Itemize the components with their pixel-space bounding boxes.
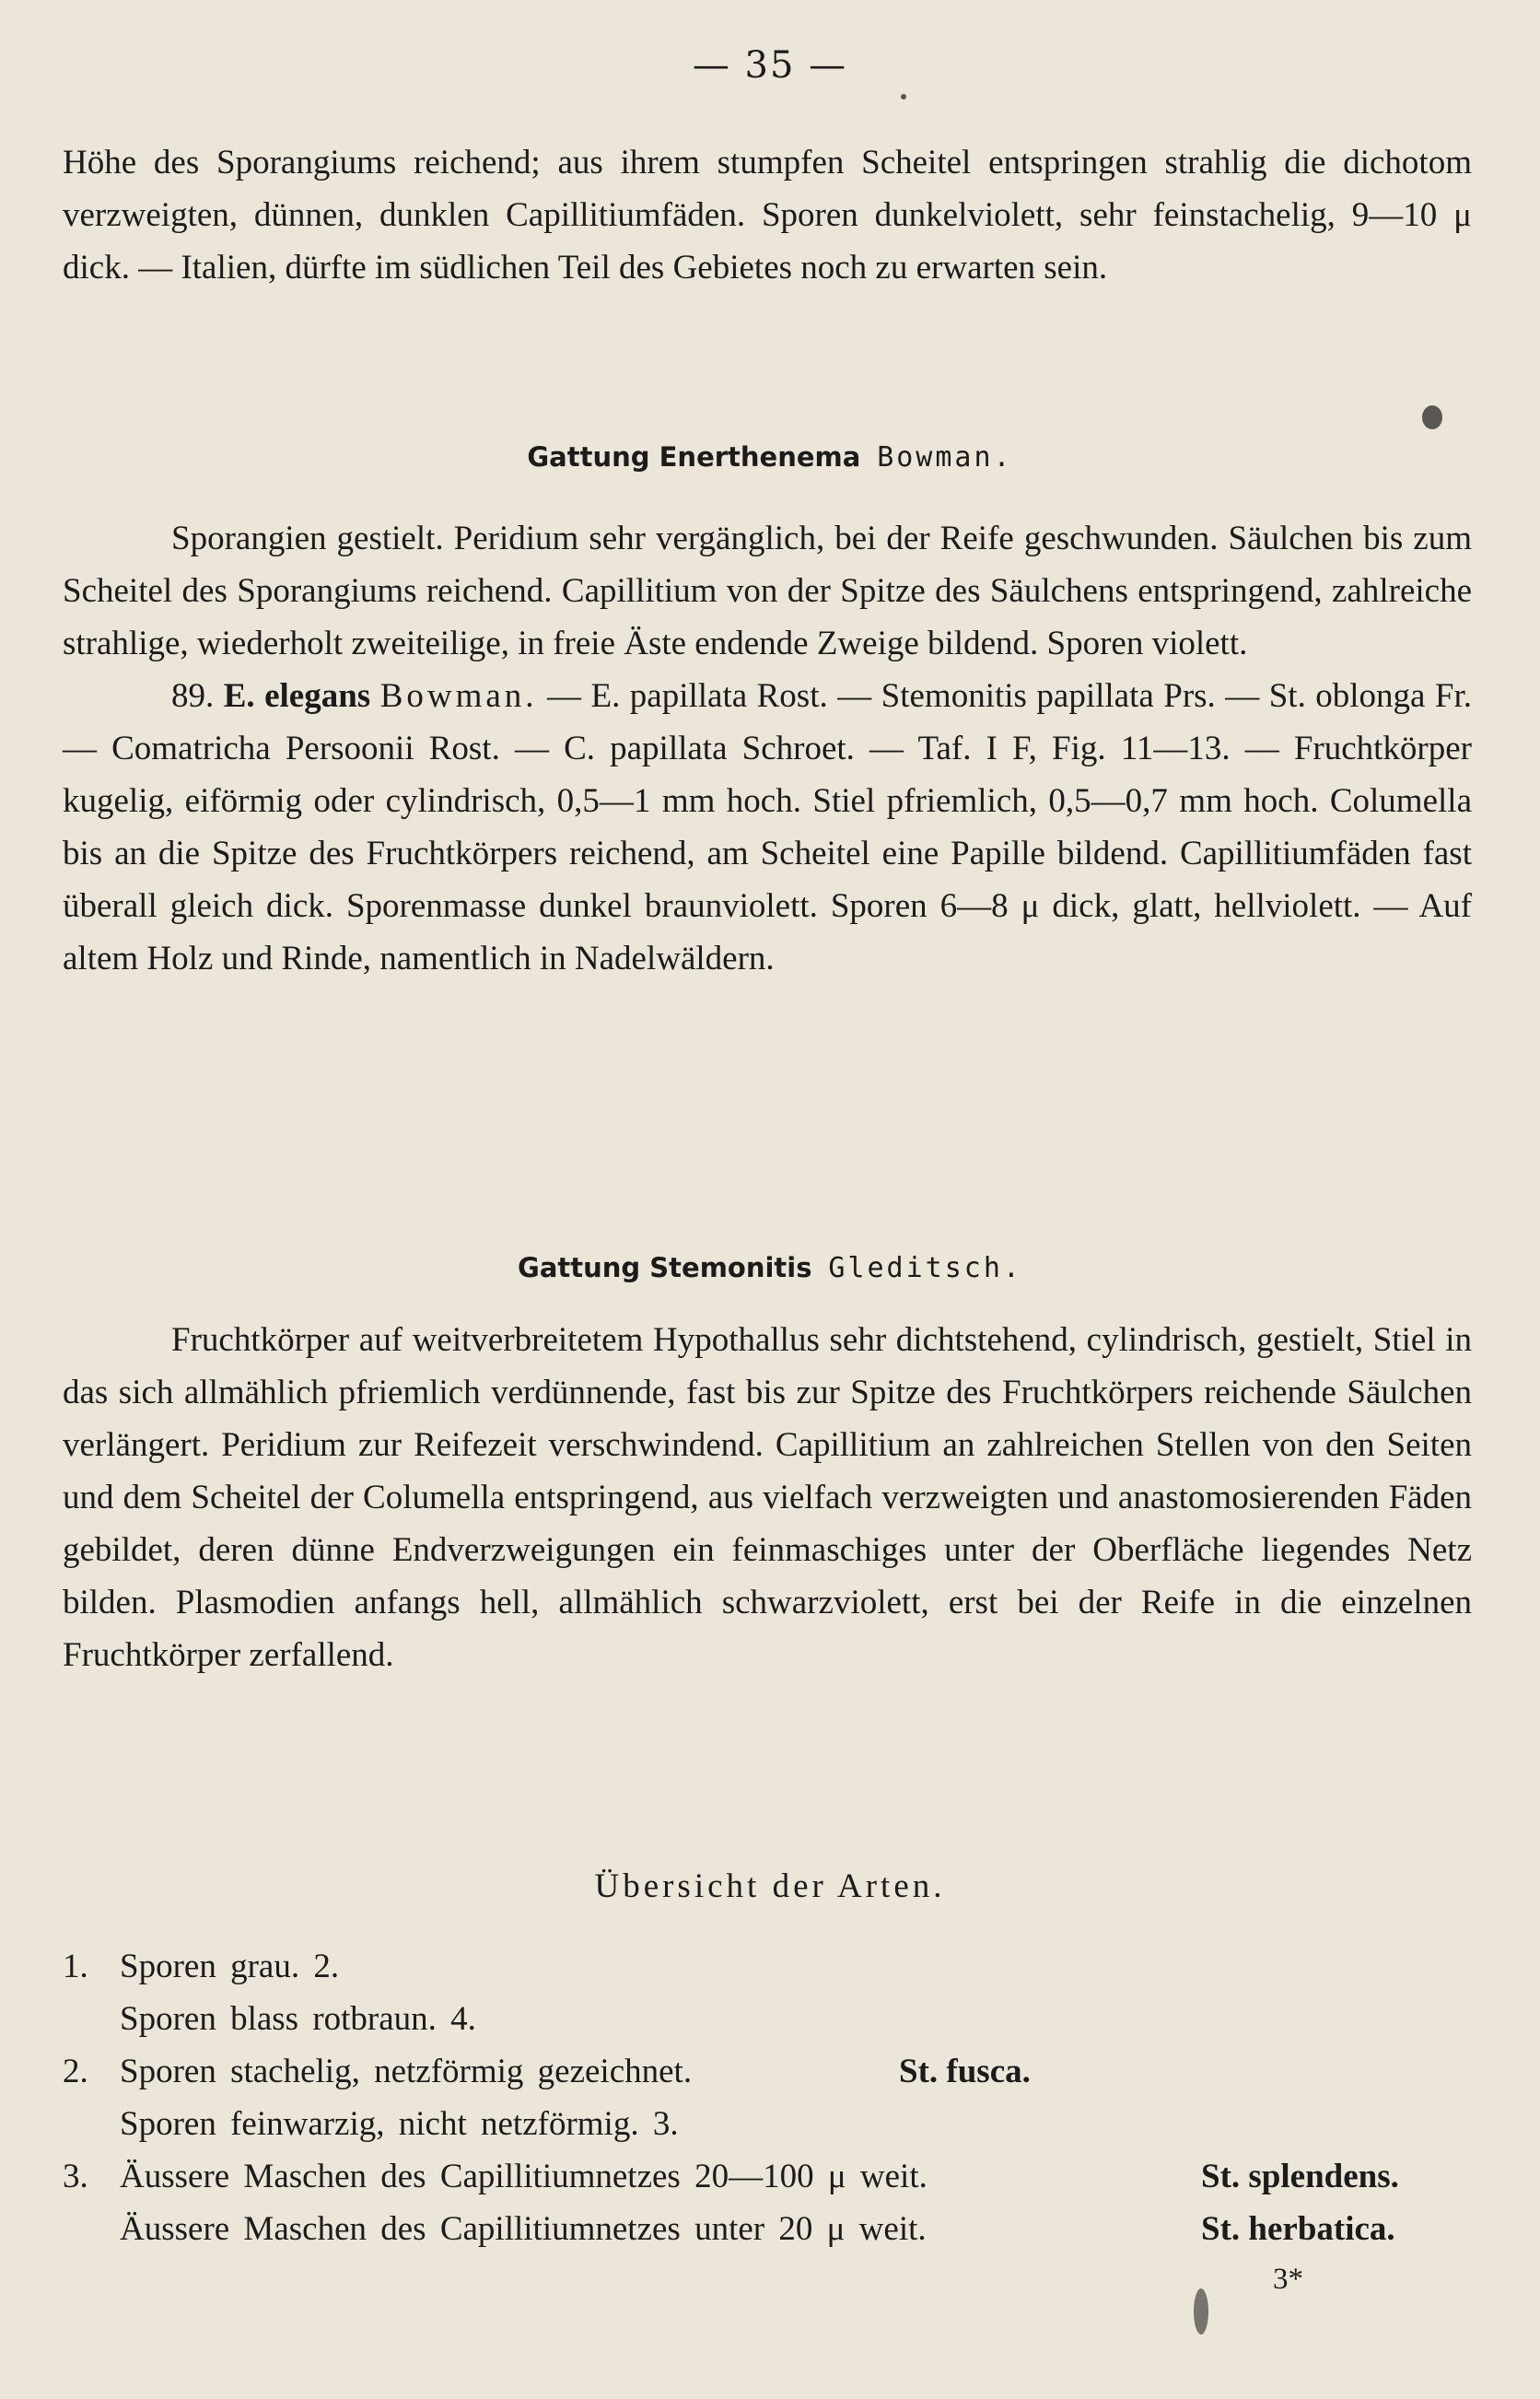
key-row xyxy=(63,2150,1481,2203)
species-name: E. elegans xyxy=(223,677,371,715)
genus-name: Gattung Enerthenema xyxy=(527,441,861,473)
key-number: 2. xyxy=(63,2053,88,2090)
key-number: 1. xyxy=(63,1948,88,1985)
key-result-species: St. herbatica. xyxy=(1201,2210,1395,2248)
signature-mark: 3* xyxy=(1273,2263,1303,2296)
intro-paragraph: Höhe des Sporangiums reichend; aus ihrem stumpfen Scheitel entspringen strahlig die dichotom verzweigten, dünnen, dunklen Capillitiumfäden. Sporen dunkelviolett, sehr feinstachelig, 9—10 μ dick. — Italien, dürfte im südlichen Teil des Gebietes noch zu erwarten sein. xyxy=(63,144,1472,287)
genus-description: Sporangien gestielt. Peridium sehr vergänglich, bei der Reife geschwunden. Säulchen bis zum Scheitel des Sporangiums reichend. Capillitium von der Spitze des Säulchens entspringend, zahlreiche strahlige, wiederholt zweiteilige, in freie Äste endende Zweige bildend. Sporen violett. xyxy=(63,520,1472,662)
species-description: — E. papillata Rost. — Stemonitis papillata Prs. — St. oblonga Fr. — Comatricha Persoonii Rost. — C. papillata Schroet. — Taf. I F, Fig. 11—13. — Fruchtkörper kugelig, eiförmig oder cylindrisch, 0,5—1 mm hoch. Stiel pfriemlich, 0,5—0,7 mm hoch. Columella bis an die Spitze des Fruchtkörpers reichend, am Scheitel eine Papille bildend. Capillitiumfäden fast überall gleich dick. Sporenmasse dunkel braunviolett. Sporen 6—8 μ dick, glatt, hellviolett. — Auf altem Holz und Rinde, namentlich in Nadelwäldern. xyxy=(63,677,1473,977)
genus-description: Fruchtkörper auf weitverbreitetem Hypothallus sehr dichtstehend, cylindrisch, gestielt, Stiel in das sich allmählich pfriemlich verdünnende, fast bis zur Spitze des Fruchtkörpers reichende Säulchen verlängert. Peridium zur Reifezeit verschwindend. Capillitium an zahlreichen Stellen von den Seiten und dem Scheitel der Columella entspringend, aus vielfach verzweigten und anastomosierenden Fäden gebildet, deren dünne Endverzweigungen ein feinmaschiges unter der Oberfläche liegendes Netz bilden. Plasmodien anfangs hell, allmählich schwarzviolett, erst bei der Reife in die einzelnen Fruchtkörper zerfallend. xyxy=(63,1321,1472,1674)
ink-speck xyxy=(1194,2288,1208,2335)
key-result-species: St. splendens. xyxy=(1201,2158,1399,2195)
page-number: — 35 — xyxy=(692,44,848,87)
ink-speck xyxy=(901,94,906,99)
genus-author: Gleditsch. xyxy=(828,1252,1022,1284)
key-text: Sporen blass rotbraun. 4. xyxy=(120,2000,476,2038)
stemonitis-text-block xyxy=(63,1314,1472,1681)
key-result-species: St. fusca. xyxy=(899,2053,1031,2090)
key-row xyxy=(63,2045,1481,2098)
key-text: Sporen stachelig, netzförmig gezeichnet. xyxy=(120,2053,693,2090)
key-text: Sporen feinwarzig, nicht netzförmig. 3. xyxy=(120,2105,679,2143)
species-key xyxy=(63,1940,1481,2255)
key-row xyxy=(63,2098,1481,2150)
overview-title: Übersicht der Arten. xyxy=(594,1867,946,1905)
species-entry xyxy=(63,670,1472,985)
section-heading-enerthenema xyxy=(0,440,1540,474)
key-row xyxy=(63,1993,1481,2045)
key-row xyxy=(63,1940,1481,1993)
key-text: Äussere Maschen des Capillitiumnetzes unter 20 μ weit. xyxy=(120,2210,927,2248)
key-number: 3. xyxy=(63,2158,88,2195)
key-text: Äussere Maschen des Capillitiumnetzes 20—100 μ weit. xyxy=(120,2158,928,2195)
species-author: Bowman. xyxy=(379,677,538,715)
key-row xyxy=(63,2203,1481,2255)
section-heading-stemonitis xyxy=(0,1251,1540,1284)
genus-author: Bowman. xyxy=(877,441,1013,474)
key-text: Sporen grau. 2. xyxy=(120,1948,340,1985)
genus-name: Gattung Stemonitis xyxy=(518,1252,812,1283)
ink-speck xyxy=(1422,405,1442,429)
intro-paragraph-block xyxy=(63,136,1472,294)
enerthenema-text-block xyxy=(63,512,1472,985)
species-number: 89. xyxy=(171,677,215,715)
